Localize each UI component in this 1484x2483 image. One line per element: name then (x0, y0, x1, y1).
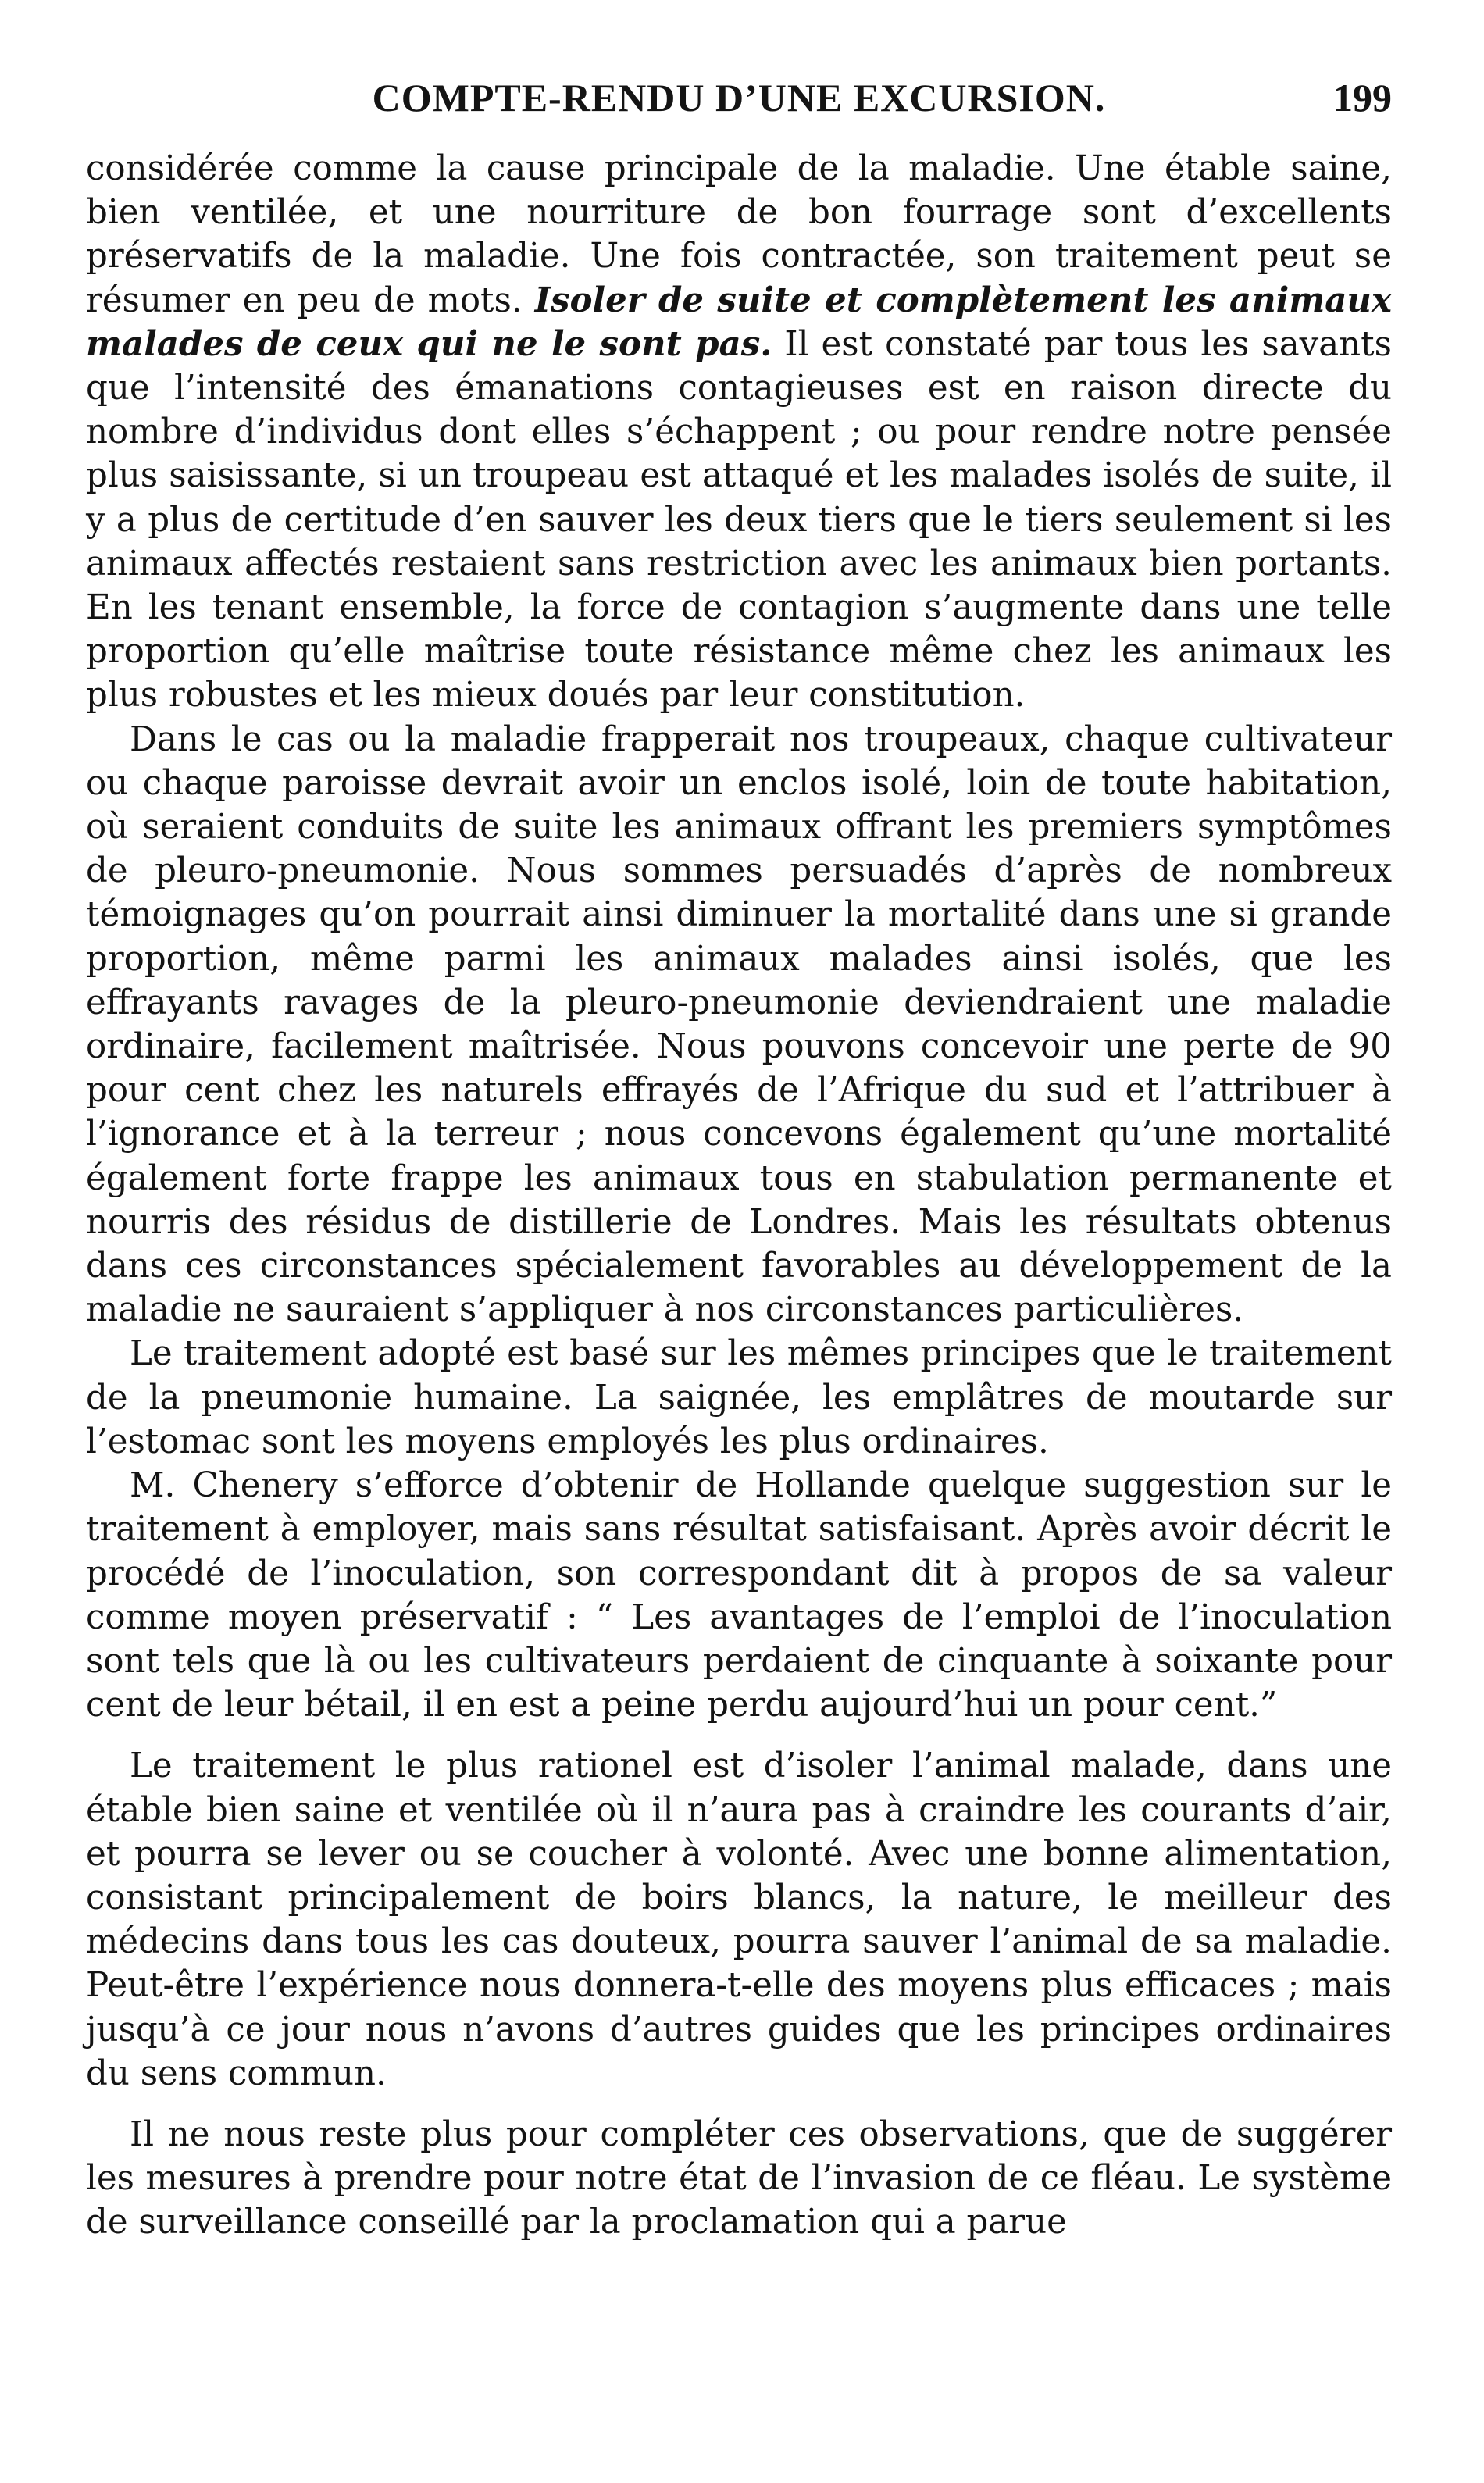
paragraph-1-emphasis: Isoler de suite et complètement les animaux malades de ceux qui ne le sont pas. (86, 280, 1392, 364)
running-title: COMPTE-RENDU D’UNE EXCURSION. (372, 76, 1106, 120)
page-number: 199 (1333, 76, 1392, 120)
paragraph-1-text-a: considérée comme la cause principale de la maladie. Une étable saine, bien ventilée, et une nourriture de bon fourrage sont d’excellents préservatifs de la maladie. Une fois contractée, son traitement peut se résumer en peu de mots. (86, 149, 1392, 320)
paragraph-5: Le traitement le plus rationel est d’isoler l’animal malade, dans une étable bien saine et ventilée où il n’aura pas à craindre les courants d’air, et pourra se lever ou se coucher à volonté. Avec une bonne alimentation, consistant principalement de boirs blancs, la nature, le meilleur des médecins dans tous les cas douteux, pourra sauver l’animal de sa maladie. Peut-être l’expérience nous donnera-t-elle des moyens plus efficaces ; mais jusqu’à ce jour nous n’avons d’autres guides que les principes ordinaires du sens commun. (86, 1746, 1392, 2093)
paragraph-6: Il ne nous reste plus pour compléter ces observations, que de suggérer les mesures à prendre pour notre état de l’invasion de ce fléau. Le système de surveillance conseillé par la proclamation qui a parue (86, 2114, 1392, 2242)
running-header (86, 75, 1392, 147)
paragraph-2: Dans le cas ou la maladie frapperait nos troupeaux, chaque cultivateur ou chaque paroisse devrait avoir un enclos isolé, loin de toute habitation, où seraient conduits de suite les animaux offrant les premiers symptômes de pleuro-pneumonie. Nous sommes persuadés d’après de nombreux témoignages qu’on pourrait ainsi diminuer la mortalité dans une si grande proportion, même parmi les animaux malades ainsi isolés, que les effrayants ravages de la pleuro-pneumonie deviendraient une maladie ordinaire, facilement maîtrisée. Nous pouvons concevoir une perte de 90 pour cent chez les naturels effrayés de l’Afrique du sud et l’attribuer à l’ignorance et à la terreur ; nous concevons également qu’une mortalité également forte frappe les animaux tous en stabulation permanente et nourris des résidus de distillerie de Londres. Mais les résultats obtenus dans ces circonstances spécialement favorables au développement de la maladie ne sauraient s’appliquer à nos circonstances particulières. (86, 719, 1392, 1330)
paragraph-1 (86, 147, 1392, 718)
body-text (86, 147, 1392, 2245)
paragraph-4: M. Chenery s’efforce d’obtenir de Hollande quelque suggestion sur le traitement à employer, mais sans résultat satisfaisant. Après avoir décrit le procédé de l’inoculation, son correspondant dit à propos de sa valeur comme moyen préservatif : “ Les avantages de l’emploi de l’inoculation sont tels que là ou les cultivateurs perdaient de cinquante à soixante pour cent de leur bétail, il en est a peine perdu aujourd’hui un pour cent.” (86, 1466, 1392, 1725)
paragraph-3: Le traitement adopté est basé sur les mêmes principes que le traitement de la pneumonie humaine. La saignée, les emplâtres de moutarde sur l’estomac sont les moyens employés les plus ordinaires. (86, 1334, 1392, 1461)
paragraph-1-text-b: Il est constaté par tous les savants que l’intensité des émanations contagieuses est en raison directe du nombre d’individus dont elles s’échappent ; ou pour rendre notre pensée plus saisissante, si un troupeau est attaqué et les malades isolés de suite, il y a plus de certitude d’en sauver les deux tiers que le tiers seulement si les animaux affectés restaient sans restriction avec les animaux bien portants. En les tenant ensemble, la force de contagion s’augmente dans une telle proportion qu’elle maîtrise toute résistance même chez les animaux les plus robustes et les mieux doués par leur constitution. (86, 324, 1392, 715)
document-page (86, 75, 1392, 2245)
